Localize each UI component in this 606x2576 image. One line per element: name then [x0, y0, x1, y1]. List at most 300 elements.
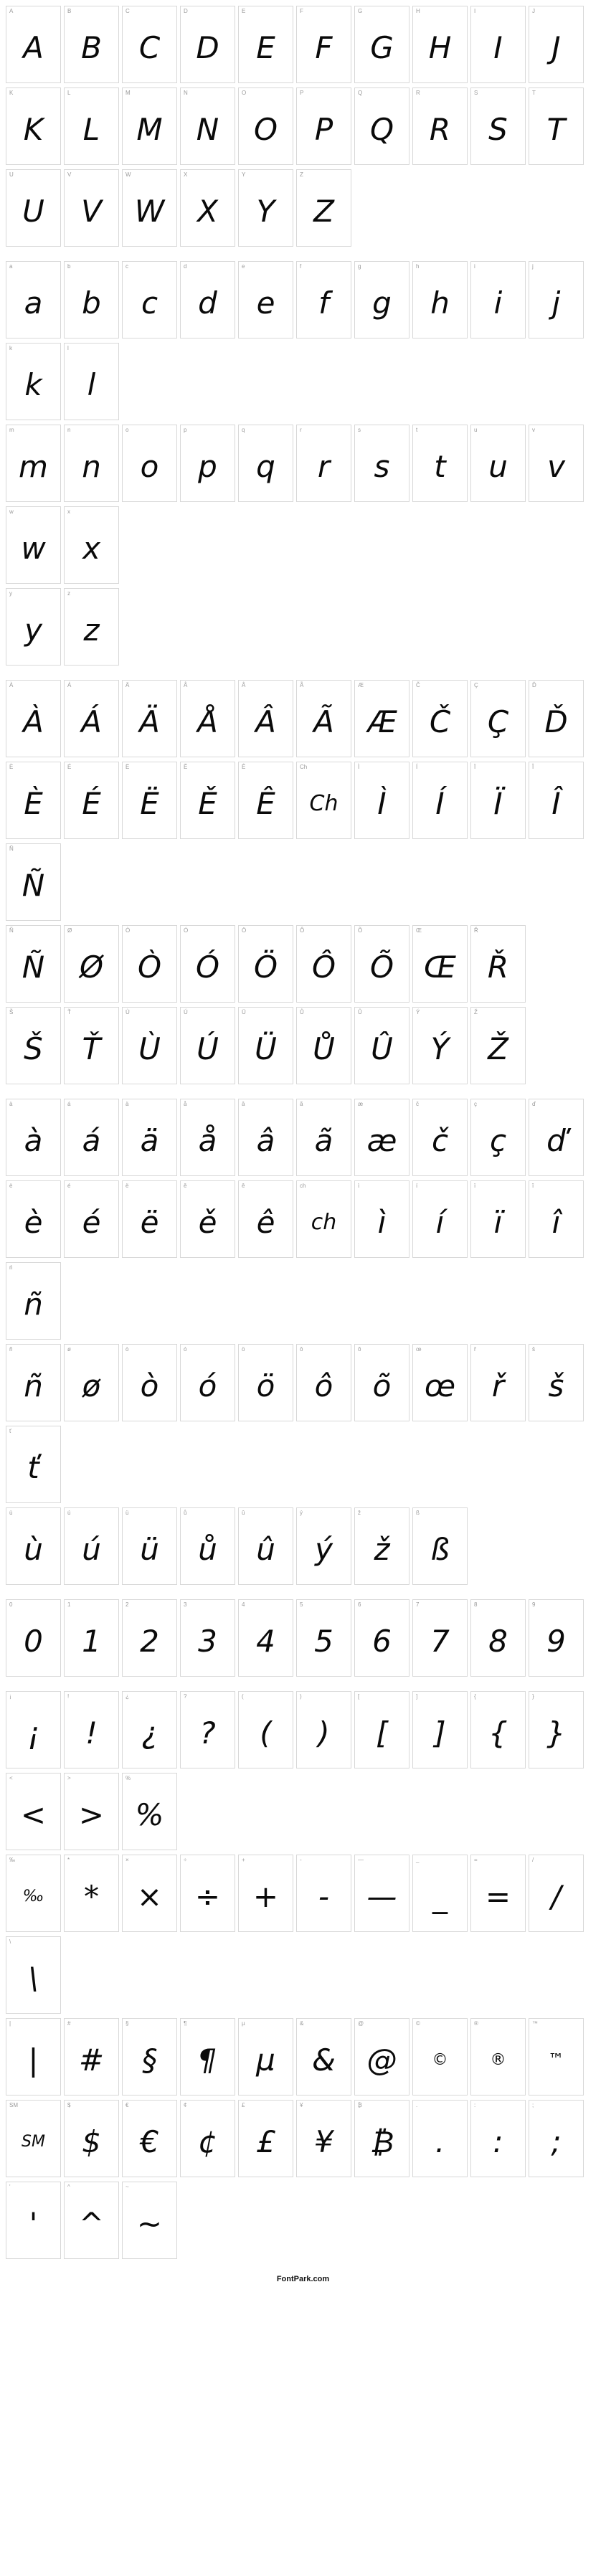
glyph-cell[interactable] [180, 762, 235, 839]
glyph-character: j [551, 285, 561, 321]
glyph-tag: ń [9, 1264, 13, 1271]
glyph-cell[interactable] [64, 87, 119, 165]
glyph-cell[interactable] [470, 261, 526, 338]
glyph-cell[interactable] [412, 1007, 468, 1084]
glyph-tag: 6 [358, 1601, 361, 1608]
glyph-tag: Ď [532, 682, 536, 688]
glyph-cell[interactable] [64, 6, 119, 83]
glyph-tag: Ñ [9, 927, 14, 934]
glyph-cell[interactable] [354, 261, 409, 338]
glyph-character: ' [29, 2206, 38, 2241]
glyph-cell[interactable] [412, 1599, 468, 1677]
glyph-tag: i [474, 263, 475, 270]
glyph-character: ã [314, 1123, 333, 1158]
glyph-cell[interactable] [529, 1099, 584, 1176]
glyph-cell[interactable] [64, 1007, 119, 1084]
glyph-cell[interactable] [6, 506, 61, 584]
glyph-cell[interactable] [470, 1599, 526, 1677]
glyph-cell[interactable] [529, 1599, 584, 1677]
glyph-tag: 3 [184, 1601, 187, 1608]
glyph-cell[interactable] [122, 1507, 177, 1585]
glyph-cell[interactable] [238, 680, 293, 757]
glyph-tag: _ [416, 1857, 420, 1863]
glyph-cell[interactable] [122, 925, 177, 1003]
glyph-cell[interactable] [6, 1344, 61, 1421]
glyph-cell[interactable] [470, 87, 526, 165]
glyph-cell[interactable] [122, 2018, 177, 2096]
glyph-cell[interactable] [122, 1344, 177, 1421]
glyph-tag: K [9, 90, 14, 96]
glyph-character: µ [256, 2042, 275, 2078]
glyph-cell[interactable] [6, 1691, 61, 1768]
glyph-cell[interactable] [412, 680, 468, 757]
glyph-cell[interactable] [180, 1691, 235, 1768]
glyph-cell[interactable] [180, 2100, 235, 2177]
glyph-tag: É [67, 764, 72, 770]
glyph-tag: ü [126, 1510, 129, 1516]
glyph-cell[interactable] [354, 6, 409, 83]
glyph-cell[interactable] [296, 1507, 351, 1585]
glyph-cell[interactable] [529, 1855, 584, 1932]
glyph-character: ch [311, 1210, 337, 1235]
glyph-cell[interactable] [529, 2100, 584, 2177]
glyph-cell[interactable] [64, 925, 119, 1003]
glyph-cell[interactable] [64, 1099, 119, 1176]
glyph-cell[interactable] [470, 1180, 526, 1258]
glyph-cell[interactable] [296, 1344, 351, 1421]
glyph-character: Ø [79, 950, 104, 985]
glyph-cell[interactable] [296, 1099, 351, 1176]
glyph-cell[interactable] [6, 2182, 61, 2259]
glyph-tag: g [358, 263, 361, 270]
glyph-cell[interactable] [354, 2100, 409, 2177]
glyph-cell[interactable] [238, 1599, 293, 1677]
glyph-character: v [547, 449, 565, 484]
glyph-cell[interactable] [296, 261, 351, 338]
glyph-cell[interactable] [354, 1599, 409, 1677]
glyph-cell[interactable] [6, 843, 61, 921]
glyph-cell[interactable] [122, 1599, 177, 1677]
glyph-cell[interactable] [412, 925, 468, 1003]
glyph-character: ê [256, 1205, 275, 1240]
glyph-character: Ó [195, 950, 220, 985]
glyph-tag: Ã [300, 682, 304, 688]
glyph-cell[interactable] [238, 1007, 293, 1084]
glyph-cell[interactable] [529, 762, 584, 839]
glyph-cell[interactable] [180, 1855, 235, 1932]
glyph-row-lowercase-latin [0, 261, 606, 425]
glyph-cell[interactable] [6, 1426, 61, 1503]
glyph-cell[interactable] [64, 169, 119, 247]
glyph-cell[interactable] [6, 1262, 61, 1340]
glyph-cell[interactable] [6, 762, 61, 839]
glyph-cell[interactable] [6, 680, 61, 757]
glyph-cell[interactable] [470, 2018, 526, 2096]
glyph-cell[interactable] [238, 2100, 293, 2177]
glyph-cell[interactable] [238, 169, 293, 247]
glyph-character: Ž [488, 1031, 508, 1066]
glyph-cell[interactable] [238, 1180, 293, 1258]
glyph-cell[interactable] [238, 762, 293, 839]
glyph-cell[interactable] [470, 6, 526, 83]
glyph-cell[interactable] [122, 680, 177, 757]
glyph-tag: J [532, 8, 535, 14]
glyph-cell[interactable] [122, 261, 177, 338]
glyph-tag: n [67, 427, 71, 433]
glyph-cell[interactable] [238, 1855, 293, 1932]
glyph-tag: € [126, 2102, 129, 2108]
glyph-character: 5 [314, 1624, 333, 1659]
glyph-cell[interactable] [470, 925, 526, 1003]
glyph-tag: % [126, 1775, 131, 1781]
glyph-cell[interactable] [6, 1180, 61, 1258]
glyph-cell[interactable] [238, 1344, 293, 1421]
glyph-cell[interactable] [180, 6, 235, 83]
glyph-cell[interactable] [180, 261, 235, 338]
glyph-cell[interactable] [122, 762, 177, 839]
glyph-cell[interactable] [180, 1099, 235, 1176]
glyph-cell[interactable] [470, 425, 526, 502]
glyph-tag: ™ [532, 2020, 538, 2027]
glyph-cell[interactable] [6, 2100, 61, 2177]
glyph-cell[interactable] [354, 1344, 409, 1421]
glyph-tag: Œ [416, 927, 422, 934]
glyph-cell[interactable] [529, 1691, 584, 1768]
glyph-cell[interactable] [64, 1344, 119, 1421]
glyph-character: = [485, 1879, 511, 1914]
glyph-tag: < [9, 1775, 13, 1781]
glyph-cell[interactable] [64, 1599, 119, 1677]
glyph-cell[interactable] [296, 169, 351, 247]
glyph-cell[interactable] [412, 1180, 468, 1258]
glyph-cell[interactable] [6, 588, 61, 666]
glyph-cell[interactable] [6, 6, 61, 83]
glyph-cell[interactable] [64, 588, 119, 666]
glyph-cell[interactable] [296, 925, 351, 1003]
glyph-cell[interactable] [354, 925, 409, 1003]
glyph-tag: c [126, 263, 128, 270]
glyph-character: M [136, 112, 163, 147]
glyph-character: z [83, 612, 100, 648]
glyph-cell[interactable] [122, 6, 177, 83]
glyph-cell[interactable] [296, 1599, 351, 1677]
glyph-row-punctuation [0, 1691, 606, 1855]
glyph-tag: 2 [126, 1601, 129, 1608]
glyph-cell[interactable] [354, 1855, 409, 1932]
glyph-tag: Í [416, 764, 418, 770]
glyph-tag: ! [67, 1693, 70, 1700]
glyph-cell[interactable] [296, 1180, 351, 1258]
glyph-cell[interactable] [412, 2018, 468, 2096]
glyph-tag: õ [358, 1346, 361, 1353]
glyph-cell[interactable] [238, 1691, 293, 1768]
glyph-cell[interactable] [64, 1691, 119, 1768]
glyph-cell[interactable] [529, 87, 584, 165]
glyph-tag: ' [9, 2184, 11, 2190]
glyph-cell[interactable] [470, 1855, 526, 1932]
glyph-cell[interactable] [412, 1855, 468, 1932]
glyph-cell[interactable] [64, 1855, 119, 1932]
glyph-cell[interactable] [6, 1099, 61, 1176]
glyph-character: R [429, 112, 451, 147]
glyph-cell[interactable] [354, 680, 409, 757]
glyph-character: f [318, 285, 329, 321]
glyph-character: å [198, 1123, 217, 1158]
glyph-cell[interactable] [354, 762, 409, 839]
glyph-tag: Ï [474, 764, 476, 770]
glyph-cell[interactable] [354, 1180, 409, 1258]
glyph-cell[interactable] [64, 425, 119, 502]
glyph-character: ü [140, 1532, 159, 1567]
glyph-cell[interactable] [180, 925, 235, 1003]
glyph-tag: ê [242, 1183, 245, 1189]
glyph-cell[interactable] [238, 87, 293, 165]
glyph-cell[interactable] [354, 87, 409, 165]
glyph-character: č [431, 1123, 449, 1158]
glyph-cell[interactable] [412, 6, 468, 83]
glyph-cell[interactable] [64, 2100, 119, 2177]
glyph-cell[interactable] [529, 1344, 584, 1421]
glyph-cell[interactable] [64, 1773, 119, 1850]
glyph-row-lowercase-accented [0, 1099, 606, 1180]
glyph-cell[interactable] [122, 1099, 177, 1176]
glyph-cell[interactable] [180, 1344, 235, 1421]
glyph-character: ] [434, 1715, 446, 1751]
glyph-character: Ř [487, 950, 509, 985]
glyph-character: m [19, 449, 48, 484]
glyph-cell[interactable] [412, 762, 468, 839]
glyph-cell[interactable] [6, 1936, 61, 2014]
glyph-cell[interactable] [412, 1344, 468, 1421]
glyph-cell[interactable] [180, 87, 235, 165]
glyph-cell[interactable] [529, 261, 584, 338]
glyph-character: Ò [137, 950, 162, 985]
glyph-cell[interactable] [122, 425, 177, 502]
glyph-cell[interactable] [354, 425, 409, 502]
glyph-cell[interactable] [238, 6, 293, 83]
glyph-character: w [21, 531, 46, 566]
glyph-cell[interactable] [64, 261, 119, 338]
glyph-tag: © [416, 2020, 420, 2027]
glyph-cell[interactable] [64, 762, 119, 839]
glyph-tag: W [126, 171, 131, 178]
glyph-tag: w [9, 508, 14, 515]
glyph-tag: Ù [126, 1009, 130, 1015]
glyph-cell[interactable] [6, 1855, 61, 1932]
glyph-cell[interactable] [354, 1007, 409, 1084]
glyph-tag: ₿ [358, 2102, 362, 2108]
glyph-tag: í [416, 1183, 418, 1189]
glyph-cell[interactable] [6, 169, 61, 247]
glyph-cell[interactable] [122, 1773, 177, 1850]
glyph-cell[interactable] [296, 6, 351, 83]
glyph-cell[interactable] [354, 1507, 409, 1585]
glyph-character: # [78, 2042, 105, 2078]
glyph-cell[interactable] [180, 1599, 235, 1677]
glyph-cell[interactable] [529, 425, 584, 502]
glyph-cell[interactable] [122, 1855, 177, 1932]
glyph-tag: ? [184, 1693, 187, 1700]
glyph-character: è [24, 1205, 43, 1240]
glyph-tag: ç [474, 1101, 477, 1107]
glyph-character: Æ [367, 704, 397, 739]
glyph-tag: Q [358, 90, 363, 96]
glyph-character: Ã [313, 704, 334, 739]
glyph-cell[interactable] [412, 1099, 468, 1176]
glyph-tag: § [126, 2020, 129, 2027]
glyph-cell[interactable] [6, 425, 61, 502]
glyph-cell[interactable] [238, 261, 293, 338]
glyph-cell[interactable] [529, 2018, 584, 2096]
glyph-row-lowercase-accented [0, 1507, 606, 1589]
glyph-cell[interactable] [412, 2100, 468, 2177]
glyph-cell[interactable] [180, 1507, 235, 1585]
glyph-tag: ÷ [184, 1857, 187, 1863]
glyph-tag: Á [67, 682, 72, 688]
glyph-cell[interactable] [122, 169, 177, 247]
glyph-tag: Ý [416, 1009, 420, 1015]
glyph-character: ô [314, 1368, 333, 1403]
glyph-cell[interactable] [6, 1599, 61, 1677]
glyph-tag: Ž [474, 1009, 478, 1015]
glyph-character: s [374, 449, 390, 484]
glyph-cell[interactable] [470, 2100, 526, 2177]
glyph-cell[interactable] [64, 506, 119, 584]
glyph-cell[interactable] [64, 2182, 119, 2259]
glyph-tag: û [242, 1510, 245, 1516]
glyph-tag: @ [358, 2020, 364, 2027]
glyph-cell[interactable] [296, 1855, 351, 1932]
glyph-character: W [134, 194, 165, 229]
glyph-character: — [366, 1879, 397, 1914]
glyph-cell[interactable] [529, 1180, 584, 1258]
glyph-cell[interactable] [238, 425, 293, 502]
glyph-cell[interactable] [6, 925, 61, 1003]
glyph-cell[interactable] [296, 1007, 351, 1084]
glyph-tag: Ä [126, 682, 130, 688]
glyph-tag: . [416, 2102, 418, 2108]
glyph-cell[interactable] [6, 1773, 61, 1850]
glyph-cell[interactable] [122, 2182, 177, 2259]
glyph-row-punctuation [0, 2018, 606, 2100]
glyph-cell[interactable] [412, 261, 468, 338]
glyph-tag: Ř [474, 927, 478, 934]
glyph-cell[interactable] [6, 2018, 61, 2096]
glyph-cell[interactable] [412, 87, 468, 165]
glyph-tag: Ö [242, 927, 247, 934]
glyph-cell[interactable] [122, 1180, 177, 1258]
glyph-character: h [430, 285, 450, 321]
glyph-tag: ~ [126, 2184, 129, 2190]
glyph-cell[interactable] [122, 1007, 177, 1084]
glyph-tag: ^ [67, 2184, 70, 2190]
glyph-character: ů [198, 1532, 217, 1567]
glyph-cell[interactable] [122, 1691, 177, 1768]
glyph-tag: Ë [126, 764, 130, 770]
glyph-cell[interactable] [238, 1507, 293, 1585]
glyph-tag: ¢ [184, 2102, 187, 2108]
glyph-cell[interactable] [64, 2018, 119, 2096]
glyph-tag: Ť [67, 1009, 71, 1015]
glyph-cell[interactable] [64, 343, 119, 420]
glyph-cell[interactable] [64, 1180, 119, 1258]
glyph-cell[interactable] [64, 680, 119, 757]
glyph-cell[interactable] [180, 425, 235, 502]
glyph-character: A [23, 30, 44, 65]
glyph-character: ÷ [194, 1879, 221, 1914]
glyph-cell[interactable] [122, 87, 177, 165]
glyph-tag: \ [9, 1938, 11, 1945]
glyph-cell[interactable] [412, 425, 468, 502]
glyph-cell[interactable] [296, 1691, 351, 1768]
glyph-cell[interactable] [470, 1099, 526, 1176]
glyph-cell[interactable] [412, 1691, 468, 1768]
glyph-tag: R [416, 90, 420, 96]
glyph-cell[interactable] [529, 6, 584, 83]
glyph-cell[interactable] [6, 1507, 61, 1585]
glyph-cell[interactable] [296, 87, 351, 165]
glyph-cell[interactable] [6, 87, 61, 165]
glyph-cell[interactable] [296, 680, 351, 757]
glyph-tag: ã [300, 1101, 303, 1107]
glyph-tag: æ [358, 1101, 364, 1107]
glyph-cell[interactable] [296, 762, 351, 839]
glyph-cell[interactable] [122, 2100, 177, 2177]
glyph-cell[interactable] [238, 2018, 293, 2096]
glyph-cell[interactable] [412, 1507, 468, 1585]
glyph-character: ( [260, 1715, 272, 1751]
glyph-cell[interactable] [296, 2018, 351, 2096]
glyph-cell[interactable] [470, 1007, 526, 1084]
glyph-character: d [198, 285, 217, 321]
glyph-cell[interactable] [470, 1691, 526, 1768]
glyph-cell[interactable] [470, 762, 526, 839]
glyph-cell[interactable] [180, 1180, 235, 1258]
glyph-cell[interactable] [180, 680, 235, 757]
glyph-character: Ô [311, 950, 336, 985]
glyph-cell[interactable] [238, 1099, 293, 1176]
glyph-character: 0 [24, 1624, 43, 1659]
glyph-row-punctuation [0, 2100, 606, 2182]
glyph-cell[interactable] [354, 1691, 409, 1768]
glyph-tag: & [300, 2020, 304, 2027]
glyph-character: 3 [198, 1624, 217, 1659]
glyph-character: Û [371, 1031, 393, 1066]
glyph-tag: I [474, 8, 476, 14]
glyph-cell[interactable] [180, 169, 235, 247]
glyph-cell[interactable] [6, 261, 61, 338]
glyph-character: Â [255, 704, 276, 739]
glyph-cell[interactable] [180, 2018, 235, 2096]
glyph-tag: Û [358, 1009, 362, 1015]
glyph-cell[interactable] [529, 680, 584, 757]
glyph-cell[interactable] [6, 343, 61, 420]
glyph-cell[interactable] [296, 425, 351, 502]
glyph-character: l [87, 367, 96, 402]
glyph-cell[interactable] [64, 1507, 119, 1585]
glyph-tag: Å [184, 682, 188, 688]
glyph-cell[interactable] [6, 1007, 61, 1084]
glyph-character: × [136, 1879, 163, 1914]
glyph-cell[interactable] [470, 1344, 526, 1421]
glyph-cell[interactable] [238, 925, 293, 1003]
glyph-cell[interactable] [354, 2018, 409, 2096]
glyph-cell[interactable] [354, 1099, 409, 1176]
glyph-tag: Ě [184, 764, 188, 770]
glyph-cell[interactable] [296, 2100, 351, 2177]
glyph-cell[interactable] [470, 680, 526, 757]
glyph-cell[interactable] [180, 1007, 235, 1084]
